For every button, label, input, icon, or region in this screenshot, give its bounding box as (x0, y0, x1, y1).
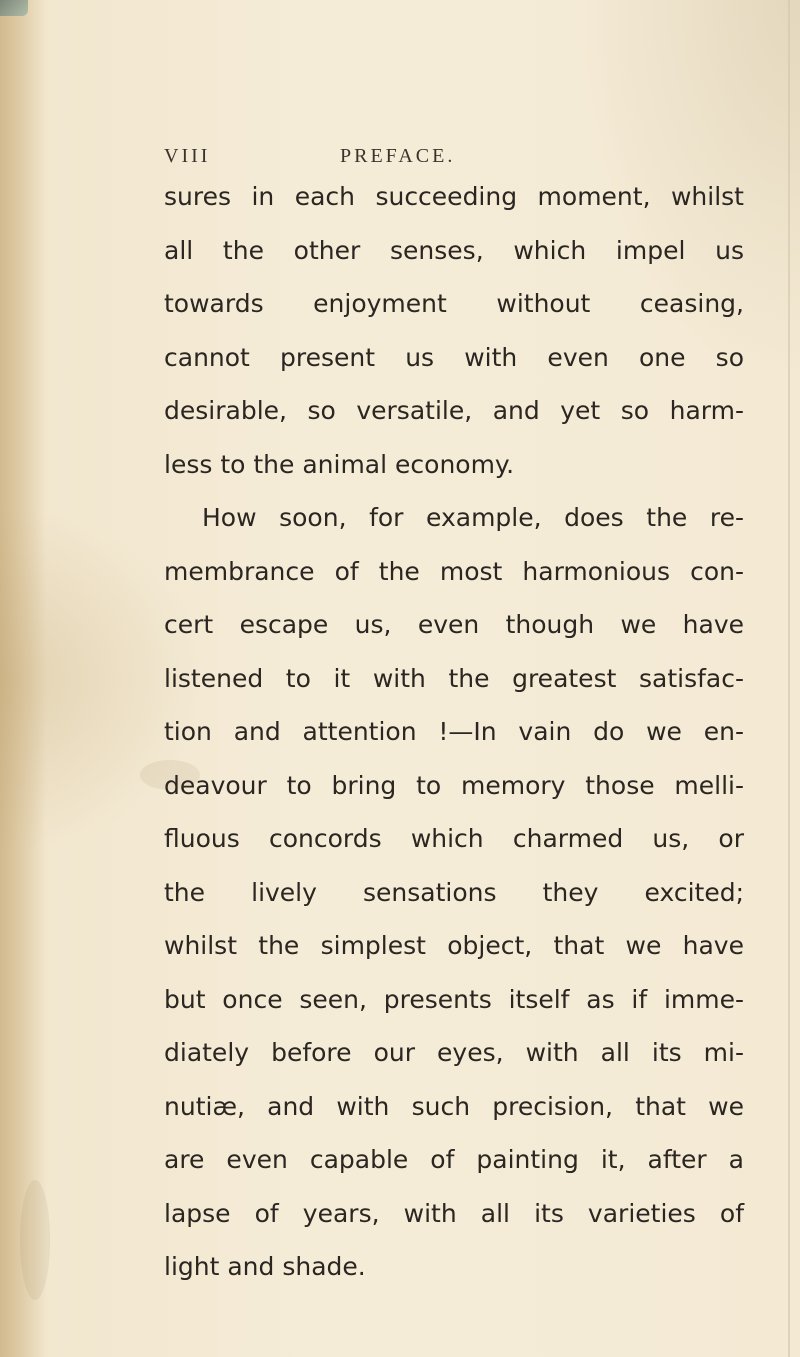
text-line: lapse of years, with all its varieties of (164, 1198, 744, 1228)
text-line: cert escape us, even though we have (164, 610, 744, 639)
text-line: all the other senses, which impel us (164, 235, 744, 265)
corner-tab-mark (0, 0, 28, 16)
text-line: cannot present us with even one so (164, 342, 744, 372)
text-line: desirable, so versatile, and yet so harm- (164, 396, 744, 425)
text-line: towards enjoyment without ceasing, (164, 289, 744, 318)
text-line: are even capable of painting it, after a (164, 1145, 744, 1174)
text-line: sures in each succeeding moment, whilst (164, 182, 744, 211)
text-line: diately before our eyes, with all its mi- (164, 1038, 744, 1067)
text-line: How soon, for example, does the re- (202, 503, 744, 532)
text-line: whilst the simplest object, that we have (164, 931, 744, 960)
paper-stain (20, 1180, 50, 1300)
page-gutter-shadow (0, 0, 46, 1357)
text-line: tion and attention !—In vain do we en- (164, 717, 744, 746)
running-title: PREFACE. (340, 145, 456, 167)
text-line: fluous concords which charmed us, or (164, 824, 744, 853)
text-line: less to the animal economy. (164, 449, 515, 479)
text-line: but once seen, presents itself as if imme- (164, 984, 744, 1014)
body-text (164, 170, 744, 1294)
text-line: listened to it with the greatest satisfac- (164, 663, 744, 693)
page-number: VIII (164, 145, 211, 167)
text-line: the lively sensations they excited; (164, 877, 744, 907)
text-line: deavour to bring to memory those melli- (164, 770, 744, 800)
text-line: nutiæ, and with such precision, that we (164, 1091, 744, 1121)
page-edge-line (788, 0, 790, 1357)
text-line: light and shade. (164, 1252, 366, 1281)
text-line: membrance of the most harmonious con- (164, 556, 744, 586)
